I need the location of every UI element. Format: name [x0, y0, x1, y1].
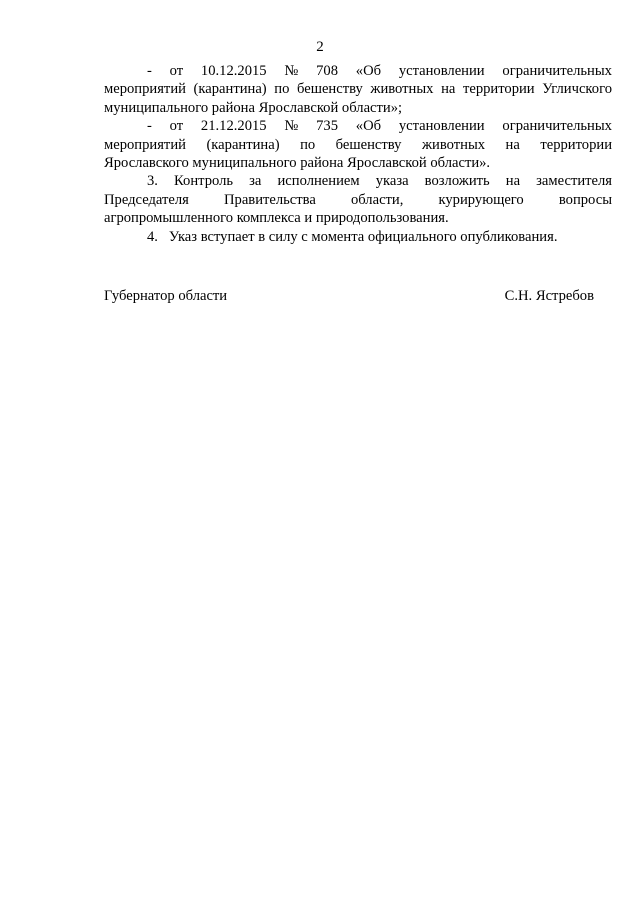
decree-735-word: 735 [316, 118, 338, 135]
decree-708-first-line [104, 62, 612, 80]
signatory-name: С.Н. Ястребов [504, 288, 594, 304]
decree-735-line-3: Ярославского муниципального района Ярославской области». [104, 155, 491, 172]
decree-708-word: 708 [316, 63, 338, 79]
decree-735-word: № [284, 118, 299, 135]
decree-735-word: ограничительных [502, 118, 612, 135]
decree-735-word: установлении [398, 118, 485, 135]
signature-block [104, 287, 594, 305]
repealed-decree-708 [104, 62, 612, 117]
paragraph-3-line-1: 3. Контроль за исполнением указа возложить на заместителя [147, 173, 612, 190]
decree-735-first-line [104, 117, 612, 135]
decree-708-line-2: мероприятий (карантина) по бешенству животных на территории Угличского [104, 81, 612, 98]
repealed-decree-735 [104, 117, 612, 172]
decree-708-word: 10.12.2015 [200, 63, 267, 79]
paragraph-3-line-2: Председателя Правительства области, курирующего вопросы [104, 191, 612, 208]
decree-735-word: 21.12.2015 [200, 118, 267, 135]
list-dash: - [147, 63, 152, 79]
signatory-position: Губернатор области [104, 288, 228, 304]
decree-708-word: № [284, 63, 299, 79]
list-dash: - [147, 118, 152, 135]
decree-708-line-3: муниципального района Ярославской области»; [104, 99, 403, 116]
paragraph-3-line-3: агропромышленного комплекса и природопользования. [104, 210, 449, 227]
document-body [104, 62, 612, 246]
decree-708-word: установлении [398, 63, 485, 79]
decree-708-word: ограничительных [502, 63, 612, 79]
decree-708-word: от [169, 63, 184, 79]
page-number: 2 [316, 39, 324, 55]
decree-735-word: от [169, 118, 184, 135]
decree-735-word: «Об [355, 118, 382, 135]
decree-735-line-2: мероприятий (карантина) по бешенству животных на территории [104, 136, 612, 153]
decree-708-word: «Об [355, 63, 382, 79]
paragraph-4-effective-date: 4. Указ вступает в силу с момента официального опубликования. [147, 228, 558, 245]
paragraph-3-control [104, 172, 612, 227]
